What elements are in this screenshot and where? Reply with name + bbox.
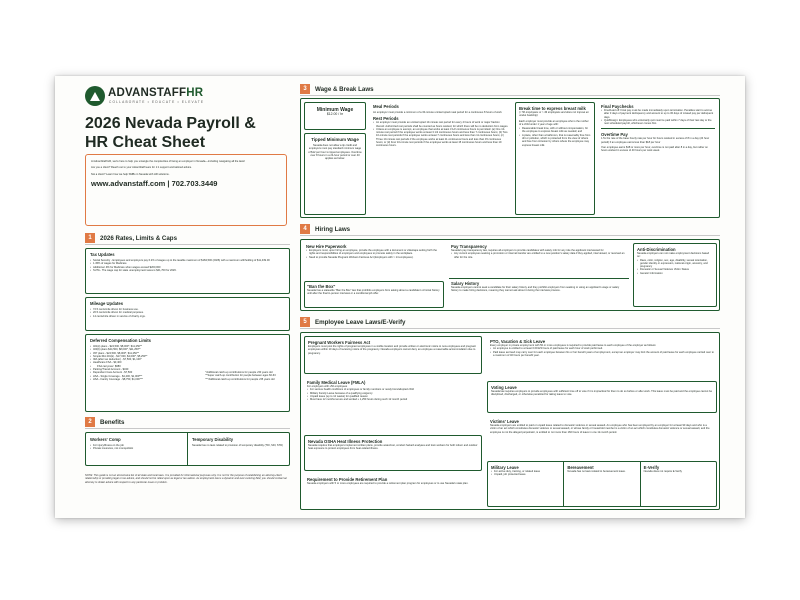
list-item: • Parking/Transit Account - $340	[90, 368, 201, 371]
list-item: • 1.45% of wages for Medicare	[90, 262, 285, 265]
box-heading: Rest Periods	[373, 116, 399, 122]
list-item: • Military Family Leave because of a qualifying exigency	[307, 392, 479, 395]
list-item: • Social Security - Employees and employers pay 6.2% of wages up to the taxable maximum of $184,500 (2026) with a maximum withholding of $11,439.00	[90, 259, 285, 262]
new-hire-paperwork-cell	[304, 242, 444, 278]
minimum-wage-value: $12.00 / hr	[326, 112, 344, 116]
deferred-footnotes: *Additional catch-up contributions for people ≥50 years old **Super catch-up contribution for people between ages 60-63 ***Additional catch-up contributions for people ≥55 years old	[205, 371, 276, 381]
brand-logo	[85, 86, 223, 108]
section-wage-header	[300, 84, 720, 94]
box-heading: Break time to express breast milk	[519, 106, 586, 111]
list-item: • IRA (after tax deduction) - $7,500, $1,100*	[90, 358, 201, 361]
list-item: • Must have 12 months tenure and worked ≥ 1,250 hours during such 12 month period	[307, 398, 479, 401]
list-item: • Paid leave accrued may carry over for each employee between his or her benefit years of employment, except an employer may limit the amount of paid leave for each employee carried over to a maximum of 40 hours per benefit year.	[490, 351, 714, 358]
list-item: • Simple IRA 401(k) - $17,000, $4,000*, $5,250**	[90, 355, 201, 358]
e-verify-cell: E-Verify Nevada does not require E-Verify	[641, 462, 716, 506]
intro-not-client-text: Not a client? Learn how we help SMBs in Nevada with HR solutions.	[91, 172, 170, 176]
section-title: Employee Leave Laws/E-Verify	[315, 318, 406, 326]
ban-the-box-card: "Ban the Box" Nevada has a statewide "Ban the Box" law that prohibits employers from asking about a candidate's criminal history until after the final in-person interview or a conditional job offer.	[304, 281, 444, 308]
list-item: • Private insurance, not monopolistic	[90, 447, 183, 450]
list-item: • Need to provide Nevada Pregnant Workers Fairness Act (Employers with > 14 employees).	[306, 256, 442, 259]
contact-link[interactable]: www.advanstaff.com | 702.703.3449	[91, 178, 218, 188]
section-title: Wage & Break Laws	[315, 85, 374, 93]
box-heading: Salary History	[451, 281, 480, 286]
victims-leave-cell: Victims' Leave Nevada employers are entitled to paid or unpaid leave related to domestic violence or sexual assault. An employee who has been employed by an employer for at least 90 days and who is a victim of an act which constitutes domestic violence or sexual assault, or whose family or household member is a victim of an act which constitutes domestic violence or sexual assault, and the employee is not the alleged perpetrator, is entitled to not more than 160 hours of leave in one 12-month period.	[487, 416, 717, 458]
list-item: • Any current employees seeking a promotion or internal transfer are entitled to a new position's salary data if they applied, interviewed, or received an offer for the role.	[451, 252, 627, 259]
box-heading: Overtime Pay	[601, 132, 628, 138]
pay-transparency-cell: Pay Transparency Nevada's pay transparency law, requires all employers to provide candidates with salary info for any role the applicant interviewed for • Any current employees seeking a promotion or internal transfer are entitled to a new position's salary data if they applied, interviewed, or received an offer for the role.	[449, 242, 629, 276]
box-heading: Mileage Updates	[90, 301, 124, 306]
wage-break-box	[300, 98, 720, 218]
section-rates-header	[85, 233, 290, 243]
salary-history-cell: Salary History Nevada employers cannot seek a candidate for their salary history and they prohibit employers from seeking or using an applicant's wage or salary history to make hiring decisions, meaning they cannot ask about it during the interview process.	[449, 278, 629, 308]
tax-updates-box	[85, 248, 290, 294]
list-item: • Healthcare FSA - $3,400	[90, 361, 201, 364]
box-heading: Tipped Minimum Wage	[311, 137, 359, 142]
leave-laws-box	[300, 332, 720, 510]
hiring-laws-box	[300, 239, 720, 311]
box-heading: Final Paychecks	[601, 104, 634, 109]
box-heading: Deferred Compensation Limits	[90, 338, 151, 343]
section-leave-header	[300, 317, 720, 327]
list-item: • 457 plans - $24,500, $8,000*, $11,250**	[90, 352, 201, 355]
list-item: • 20.5 cents/mile driven for medical purposes.	[90, 311, 285, 314]
list-item: • HSA - Family Coverage - $8,750, $1,000***	[90, 378, 201, 381]
list-item: • For injury/illness on the job	[90, 444, 183, 447]
list-item: • 401(k) plans - $24,500, $8,000*, $11,250**	[90, 345, 201, 348]
list-item: • Genetic Information	[637, 272, 713, 275]
workers-comp-cell	[86, 433, 188, 465]
section-number: 2	[85, 417, 95, 427]
deferred-limits-list	[90, 345, 201, 381]
box-heading: Pregnant Workers Fairness Act	[308, 340, 371, 345]
box-heading: Temporary Disability	[192, 437, 234, 442]
box-heading: Requirement to Provide Retirement Plan	[307, 477, 388, 482]
list-item: • 14 cents/mile driven in service of charity orgs.	[90, 315, 285, 318]
paycheck-overtime-column: Final Paychecks • Fired/Laid off: Final pay must be made immediately upon termination. Penalties start to accrue after 3 days of payment delinquency and amount to up to 30 days of missed pay per delinquent days. • Quit/Resign: Employees who voluntarily quit must be paid within 7 days of their last day or the next scheduled payroll, whichever comes first. Overtime Pay 1.5x the rate of the base hourly rate per hour for hours worked in excess of 8 in a day (24 hour period) if an employee earns less than $18 per hour If an employee earns $18 or more per hour, overtime is not paid after 8 in a day, but rather on hours worked in excess of 40 hours per work week.	[599, 102, 717, 215]
list-item: • A place, other than a bathroom, that is reasonably free from dirt or pollution, which is protected from the view of others and free from intrusion by others where the employee may express breast milk.	[519, 134, 591, 147]
list-item: • For active duty, training, or related leave	[491, 470, 560, 473]
box-heading: Workers' Comp	[90, 437, 121, 442]
list-item: • Race, color, religion, sex, age, disability, sexual orientation, gender identity or expression, national origin, ancestry, and pregnancy	[637, 259, 713, 269]
box-heading: Meal Periods	[373, 104, 399, 109]
list-item: • Domestic or Sexual Violence Victim Status	[637, 268, 713, 271]
box-heading: Family Medical Leave (FMLA)	[307, 380, 366, 385]
cheat-sheet-page	[55, 76, 745, 518]
breast-milk-card: Break time to express breast milk (< 50 employees or > 49 employees and does not impose an undue hardship) Each employer must provide an employee who is the mother of a child under 1 year of age with: • Reasonable break time, with or without compensation, for the employee to express breast milk as needed; and • A place, other than a bathroom, that is reasonably free from dirt or pollution, which is protected from the view of others and free from intrusion by others where the employee may express breast milk.	[515, 102, 595, 215]
box-heading: Anti-Discrimination	[637, 247, 676, 252]
box-heading: PTO, Vacation & Sick Leave	[490, 339, 546, 344]
mileage-updates-box	[85, 297, 290, 331]
box-heading: New Hire Paperwork	[306, 244, 347, 249]
section-number: 3	[300, 84, 310, 94]
section-title: Benefits	[100, 418, 125, 426]
deferred-compensation-box	[85, 334, 290, 412]
temporary-disability-cell: Temporary Disability Nevada has no laws related to provision of temporary disability (TDI, SDI, STD)	[188, 433, 289, 465]
list-item: • Quit/Resign: Employees who voluntarily quit must be paid within 7 days of their last day or the next scheduled payroll, whichever comes first.	[601, 119, 715, 126]
tree-logo-icon	[85, 86, 105, 106]
section-hiring-header	[300, 224, 720, 234]
tipped-wage-card: Tipped Minimum Wage Nevada does not allow a tip credit and employers must pay standard minimum wage of $12 per hour to tipped employees. Overtime over 8 hours in a 24-hour period or over 40 applies as below.	[304, 133, 366, 215]
bereavement-cell: Bereavement Nevada has no laws related to bereavement leave.	[564, 462, 640, 506]
list-item: • An employer must provide an uninterrupted 10-minute rest period for every 4 hours of work or major fraction thereof. Authorized rest periods shall be counted as hours worked, for which there will be no deduction from wages.	[373, 121, 509, 128]
section-title: Hiring Laws	[315, 225, 351, 233]
intro-text: At AdvanStaff HR, we're here to help you untangle the complexities of being an employer in Nevada—including navigating all the laws!	[91, 160, 246, 163]
list-item: • 72.5 cents/mile driven for business use.	[90, 308, 285, 311]
intro-client-text: Are you a client? Reach out to your AdvanStaff team for 1:1 support and tailored advice.	[91, 166, 192, 170]
legal-note: NOTE: This guide is not an all-inclusive list of all state and local laws. It is provided for informational purposes only. It is not for the purpose of establishing an attorney-client relationship or providing legal or tax advice, and should not be relied upon as legal or tax advice. As employment law is a dynamic and ever evolving field, you should contact an attorney to obtain advice with respect to any particular issue or problem.	[85, 474, 288, 484]
retirement-plan-cell: Requirement to Provide Retirement Plan Nevada employers with 5 or more employees are required to provide a retirement plan program for employees or to use Nevada's state plan.	[304, 474, 482, 506]
section-number: 1	[85, 233, 95, 243]
pto-cell: PTO, Vacation & Sick Leave Every employer in private employment with 50 or more employees is required to provide paid leave to each employee of the employer as follows: • An employee is entitled to at least 0.01923 hours of paid leave for each hour of work performed. • Paid leave accrued may carry over for each employee between his or her benefit years of employment, except an employer may limit the amount of paid leave for each employee carried over to a maximum of 40 hours per benefit year.	[487, 336, 717, 378]
pregnant-workers-card: Pregnant Workers Fairness Act Employers must post the rights of pregnant employees in a visible location and provide written or electronic notice to new employees and pregnant employees within 10 days of receiving notice of the pregnancy. Nevada employers cannot deny an employee a reasonable accommodation due to pregnancy.	[304, 336, 482, 374]
osha-heat-card: Nevada OSHA Heat Illness Protection Nevada requires that employers implement written plans, provide water/rest, conduct hazard analyses and train workers for both indoor and outdoor heat exposure to protect employees from heat-related illness.	[304, 435, 482, 471]
benefits-box	[85, 432, 290, 466]
anti-discrimination-card: Anti-Discrimination Nevada employers can not make employment decisions based on: • Race, color, religion, sex, age, disability, sexual orientation, gender identity or expression, national origin, ancestry, and pregnancy • Domestic or Sexual Violence Victim Status • Genetic Information	[633, 243, 717, 307]
list-item: • FSA carryover: $680	[90, 365, 201, 368]
list-item: • Additional .9% for Medicare when wages exceed $200,000	[90, 266, 285, 269]
list-item: • HSA - Single Coverage - $4,400, $1,000***	[90, 375, 201, 378]
tax-list	[90, 259, 285, 272]
box-heading: Nevada OSHA Heat Illness Protection	[308, 439, 383, 444]
mileage-list	[90, 308, 285, 318]
list-item: • SUTA - The wage cap for state unemployment taxes is $41,700 for 2026.	[90, 269, 285, 272]
brand-tagline: COLLABORATE • EDUCATE • ELEVATE	[109, 100, 205, 104]
list-item: • Dependent Care Account - $7,500	[90, 371, 201, 374]
leave-footer-row	[487, 461, 717, 507]
list-item: • Fired/Laid off: Final pay must be made immediately upon termination. Penalties start to accrue after 3 days of payment delinquency and amount to up to 30 days of missed pay per delinquent days.	[601, 109, 715, 119]
box-heading: Voting Leave	[491, 385, 517, 390]
list-item: • Unless an employee is exempt, an employee that works at least 3 1/2 continuous hours is permitted: (a) One 10-minute rest period if the employee works at least 3 1/2 continuous hours and less than 7 continuous hours; (b) Two 10-minute rest periods if the employee works at least 7 continuous hours and less than 11 continuous hours; (c) Three 10-minute rest periods if the employee works at least 11 continuous hours and less than 15 continuous hours; or (d) Four 10-minute rest periods if the employee works at least 15 continuous hours and less than 19 continuous hours.	[373, 128, 509, 148]
list-item: • An employee is entitled to at least 0.01923 hours of paid leave for each hour of work performed.	[490, 347, 714, 350]
box-heading: E-Verify	[643, 465, 660, 470]
fmla-cell: Family Medical Leave (FMLA) For employers with ≥50 employees • For serious health conditions of employees or family members or newly born/adopted child • Military Family Leave because of a qualifying exigency • Unpaid leave (up to 12 weeks) for qualified reason • Must have 12 months tenure and worked ≥ 1,250 hours during such 12 month period	[304, 377, 482, 433]
voting-leave-card: Voting Leave Nevada law requires employers to provide employees with sufficient time off to vote if it is impractical for them to do so before or after work. This leave must be paid and the employee cannot be disciplined, discharged, or otherwise penalized for taking leave to vote.	[487, 381, 717, 413]
military-leave-cell	[488, 462, 564, 506]
section-benefits-header	[85, 417, 290, 427]
box-heading: Tax Updates	[90, 252, 115, 257]
intro-box	[85, 154, 287, 226]
section-number: 5	[300, 317, 310, 327]
list-item: • Reasonable break time, with or without compensation, for the employee to express breast milk as needed; and	[519, 127, 591, 134]
list-item: • For serious health conditions of employees or family members or newly born/adopted child	[307, 388, 479, 391]
box-heading: "Ban the Box"	[307, 284, 336, 289]
minimum-wage-card	[304, 102, 366, 130]
box-heading: Pay Transparency	[451, 244, 487, 249]
list-item: • Unpaid leave (up to 12 weeks) for qualified reason	[307, 395, 479, 398]
section-number: 4	[300, 224, 310, 234]
brand-name: ADVANSTAFFHR	[108, 87, 204, 99]
list-item: • Unpaid, job protected leave	[491, 473, 560, 476]
box-heading: Victims' Leave	[490, 419, 519, 424]
section-title: 2026 Rates, Limits & Caps	[100, 234, 178, 242]
list-item: • Employers must, upon hiring an employee, provide the employee with a document or videotape setting forth the rights and responsibilities of employers and employees to promote safety in the workplace.	[306, 249, 442, 256]
box-heading: Bereavement	[567, 465, 594, 470]
meal-rest-column: Meal Periods An employer must provide a minimum of a 30-minute uninterrupted meal period for a continuous 8 hours of work Rest Periods • An employer must provide an uninterrupted 10-minute rest period for every 4 hours of work or major fraction thereof. Authorized rest periods shall be counted as hours worked, for which there will be no deduction from wages. • Unless an employee is exempt, an employee that works at least 3 1/2 continuous hours is permitted: (a) One 10-minute rest period if the employee works at least 3 1/2 continuous hours and less than 7 continuous hours; (b) Two 10-minute rest periods if the employee works at least 7 continuous hours and less than 11 continuous hours; (c) Three 10-minute rest periods if the employee works at least 11 continuous hours and less than 15 continuous hours; or (d) Four 10-minute rest periods if the employee works at least 15 continuous hours and less than 19 continuous hours.	[371, 102, 511, 215]
list-item: • 403(b) plans $24,500, $8,000*, $11,250**	[90, 348, 201, 351]
box-heading: Minimum Wage	[316, 107, 354, 113]
page-title: 2026 Nevada Payroll & HR Cheat Sheet	[85, 115, 256, 151]
box-heading: Military Leave	[491, 465, 519, 470]
